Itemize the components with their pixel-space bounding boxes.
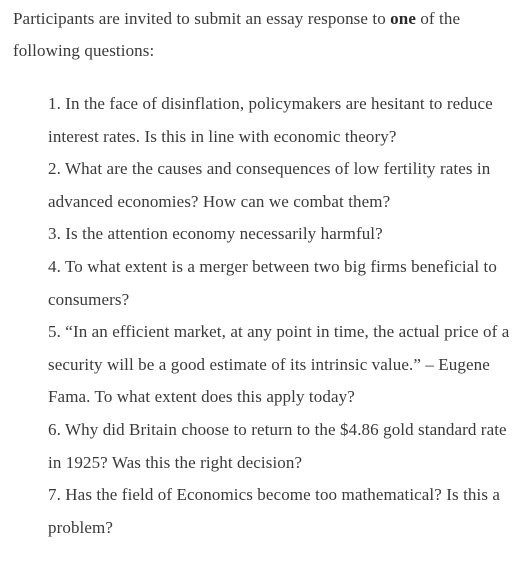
intro-paragraph bbox=[13, 3, 518, 67]
question-list bbox=[48, 88, 518, 544]
question-item-3: 3. Is the attention economy necessarily harmful? bbox=[48, 224, 383, 244]
question-item-1: 1. In the face of disinflation, policymakers are hesitant to reduce interest rates. Is this in line with economic theory? bbox=[48, 94, 493, 146]
intro-text-after: of the following questions: bbox=[13, 9, 461, 60]
question-item-7: 7. Has the field of Economics become too mathematical? Is this a problem? bbox=[48, 485, 501, 537]
intro-text-before: Participants are invited to submit an essay response to bbox=[13, 9, 391, 28]
question-item-2: 2. What are the causes and consequences of low fertility rates in advanced economies? How can we combat them? bbox=[48, 159, 491, 211]
question-item-5: 5. “In an efficient market, at any point in time, the actual price of a security will be a good estimate of its intrinsic value.” – Eugene Fama. To what extent does this apply today? bbox=[48, 322, 510, 407]
intro-emphasis: one bbox=[390, 9, 416, 28]
question-item-6: 6. Why did Britain choose to return to the $4.86 gold standard rate in 1925? Was this the right decision? bbox=[48, 419, 507, 472]
question-item-4: 4. To what extent is a merger between two big firms beneficial to consumers? bbox=[48, 256, 497, 309]
